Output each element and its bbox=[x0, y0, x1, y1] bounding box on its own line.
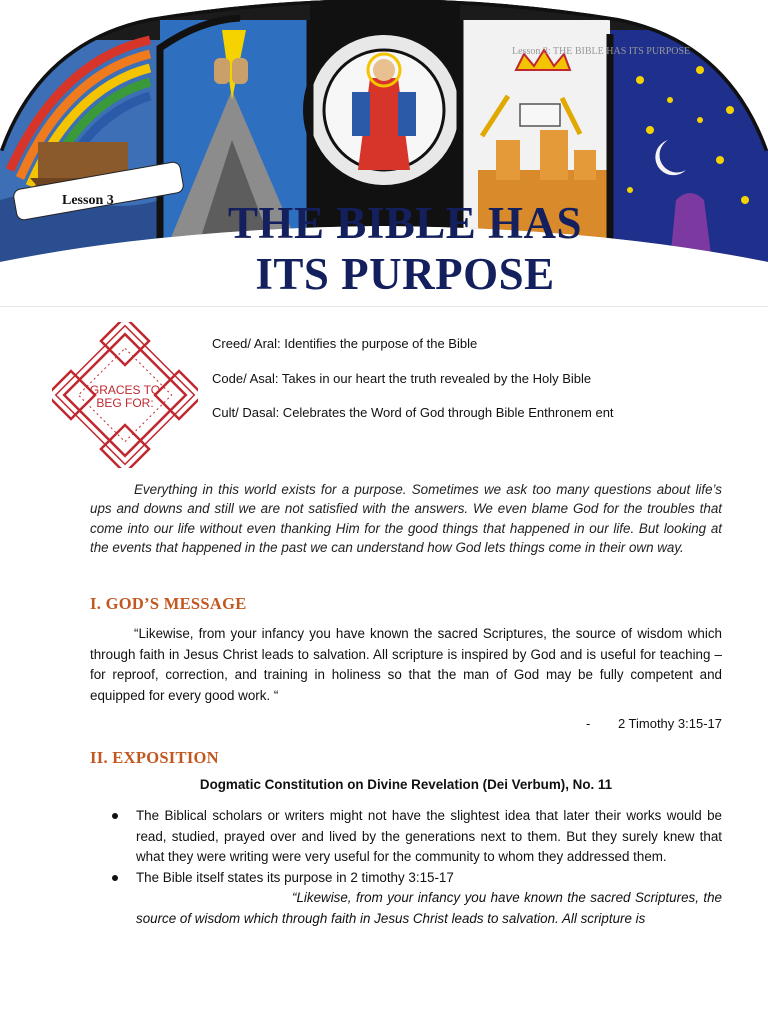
bullet-icon bbox=[112, 813, 118, 819]
citation-dash: - bbox=[586, 716, 591, 731]
section-heading-gods-message: I. GOD’S MESSAGE bbox=[90, 594, 247, 613]
graces-item-code: Code/ Asal: Takes in our heart the truth revealed by the Holy Bible bbox=[212, 371, 592, 386]
title-line-2: ITS PURPOSE bbox=[255, 249, 555, 299]
scripture-citation bbox=[586, 716, 722, 731]
nested-quote-text: “Likewise, from your infancy you have known the sacred Scriptures, the source of wisdom which through faith in Jesus Christ leads to salvation. All scripture is bbox=[136, 890, 722, 926]
scripture-quote bbox=[90, 624, 722, 706]
dei-verbum-subheading: Dogmatic Constitution on Divine Revelation (Dei Verbum), No. 11 bbox=[199, 777, 613, 792]
graces-item-creed: Creed/ Aral: Identifies the purpose of the Bible bbox=[212, 336, 478, 351]
running-head: Lesson 3: THE BIBLE HAS ITS PURPOSE bbox=[512, 46, 691, 57]
list-item bbox=[90, 868, 722, 889]
nested-scripture-quote bbox=[136, 888, 722, 929]
header-divider bbox=[0, 306, 768, 307]
intro-paragraph bbox=[90, 480, 722, 557]
bullet-text-2: The Bible itself states its purpose in 2 timothy 3:15-17 bbox=[136, 869, 454, 885]
bullet-icon bbox=[112, 875, 118, 881]
graces-badge-line-1: GRACES TO bbox=[89, 383, 161, 397]
lesson-label: Lesson 3 bbox=[62, 193, 114, 208]
scripture-quote-text: “Likewise, from your infancy you have known the sacred Scriptures, the source of wisdom which through faith in Jesus Christ leads to salvation. All scripture is inspired by God and is useful for teaching – for reproof, correction, and training in holiness so that the man of God may be fully competent and equipped for every good work. “ bbox=[90, 626, 722, 703]
title-line-1: THE BIBLE HAS bbox=[227, 198, 583, 248]
exposition-bullet-list bbox=[90, 806, 722, 930]
page-title bbox=[200, 198, 610, 300]
bullet-text-1: The Biblical scholars or writers might not have the slightest idea that later their works would be read, studied, prayed over and lived by the generations next to them. But they surely knew that what they were writing were very useful for the community to whom they addressed them. bbox=[136, 808, 722, 865]
intro-text: Everything in this world exists for a purpose. Sometimes we ask too many questions about life’s ups and downs and still we are not satisfied with the answers. We even blame God for the troubles that come into our life without even thanking Him for the good things that happened in our life. But looking at the events that happened in the past we can understand how God lets things come in their own way. bbox=[90, 482, 722, 555]
graces-badge-line-2: BEG FOR: bbox=[96, 396, 154, 410]
section-heading-exposition: II. EXPOSITION bbox=[90, 748, 219, 767]
graces-item-cult: Cult/ Dasal: Celebrates the Word of God through Bible Enthronem ent bbox=[212, 405, 614, 420]
list-item bbox=[90, 806, 722, 868]
citation-reference: 2 Timothy 3:15-17 bbox=[617, 716, 722, 731]
graces-badge-icon bbox=[52, 322, 198, 468]
